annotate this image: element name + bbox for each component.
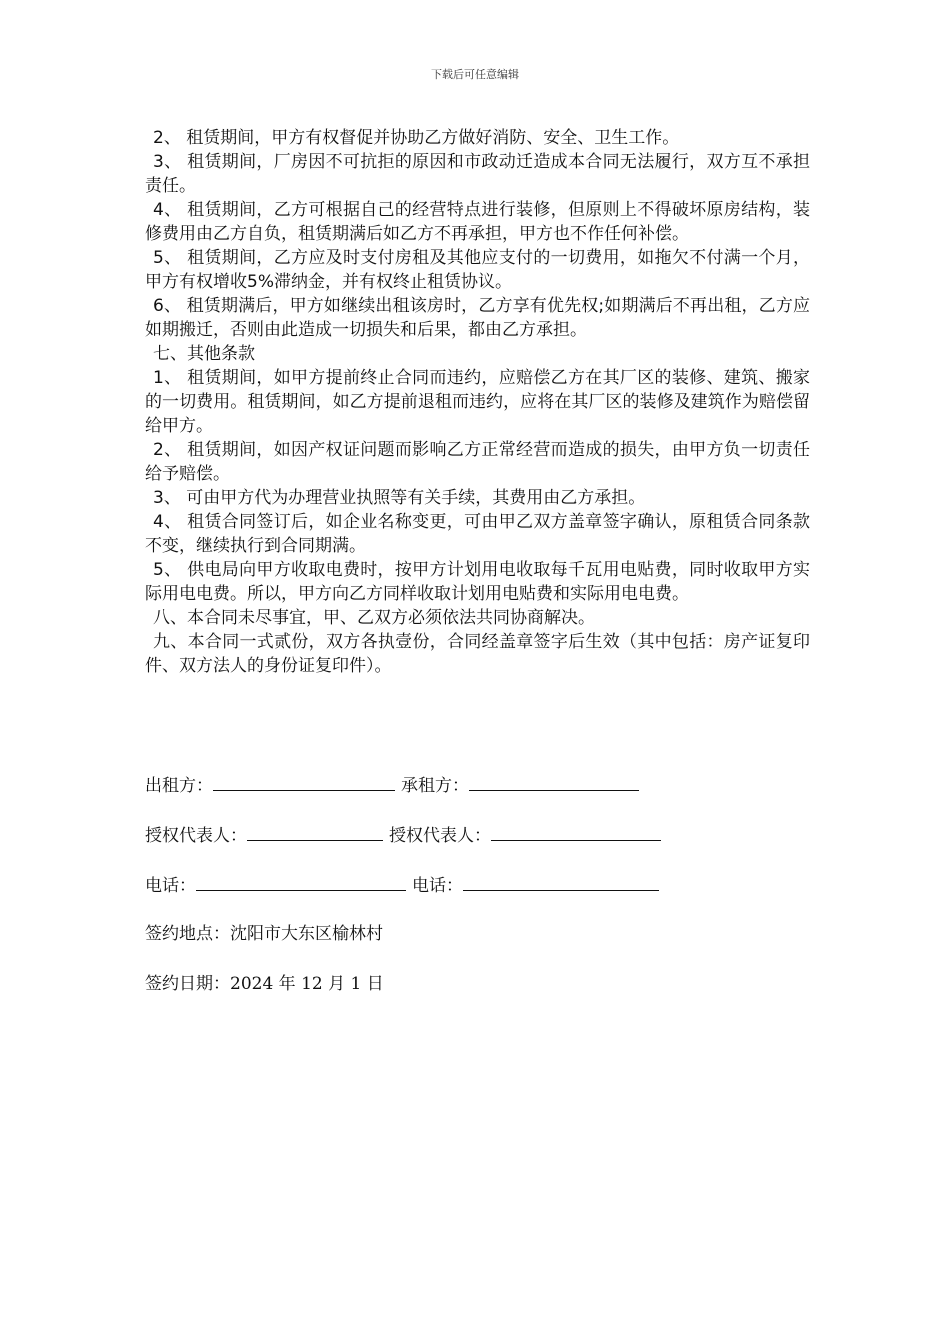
signing-date: 签约日期：2024 年 12 月 1 日: [145, 974, 384, 994]
section-9: 九、本合同一式贰份，双方各执壹份，合同经盖章签字后生效（其中包括：房产证复印件、双方法人的身份证复印件）。: [145, 632, 810, 676]
signature-block: [145, 770, 810, 1020]
rep1-blank: [247, 820, 383, 841]
rep2-label: 授权代表人：: [389, 826, 491, 846]
contract-body: [145, 126, 810, 678]
phone1-blank: [196, 870, 406, 891]
lessor-blank: [213, 770, 395, 791]
representative-row: [145, 820, 810, 870]
phone2-blank: [463, 870, 659, 891]
clause-6-2: 2、 租赁期间，甲方有权督促并协助乙方做好消防、安全、卫生工作。: [153, 128, 680, 148]
clause-7-2: 2、 租赁期间，如因产权证问题而影响乙方正常经营而造成的损失，由甲方负一切责任给予赔偿。: [145, 440, 810, 484]
section-8: 八、本合同未尽事宜，甲、乙双方必须依法共同协商解决。: [153, 608, 595, 628]
rep1-label: 授权代表人：: [145, 826, 247, 846]
signing-place: 签约地点：沈阳市大东区榆林村: [145, 924, 383, 944]
clause-7-4: 4、 租赁合同签订后，如企业名称变更，可由甲乙双方盖章签字确认，原租赁合同条款不变，继续执行到合同期满。: [145, 512, 810, 556]
lessee-blank: [469, 770, 639, 791]
page-header-note: 下载后可任意编辑: [431, 68, 519, 81]
party-row: [145, 770, 810, 820]
section-7-heading: 七、其他条款: [153, 344, 255, 364]
phone1-label: 电话：: [145, 876, 196, 896]
clause-6-6: 6、 租赁期满后，甲方如继续出租该房时，乙方享有优先权;如期满后不再出租，乙方应如期搬迁，否则由此造成一切损失和后果，都由乙方承担。: [145, 296, 810, 340]
clause-6-4: 4、 租赁期间，乙方可根据自己的经营特点进行装修，但原则上不得破坏原房结构，装修费用由乙方自负，租赁期满后如乙方不再承担，甲方也不作任何补偿。: [145, 200, 810, 244]
rep2-blank: [491, 820, 661, 841]
lessor-label: 出租方：: [145, 776, 213, 796]
phone-row: [145, 870, 810, 920]
clause-6-3: 3、 租赁期间，厂房因不可抗拒的原因和市政动迁造成本合同无法履行，双方互不承担责任。: [145, 152, 810, 196]
clause-7-3: 3、 可由甲方代为办理营业执照等有关手续，其费用由乙方承担。: [153, 488, 646, 508]
clause-7-5: 5、 供电局向甲方收取电费时，按甲方计划用电收取每千瓦用电贴费，同时收取甲方实际用电电费。所以，甲方向乙方同样收取计划用电贴费和实际用电电费。: [145, 560, 810, 604]
clause-6-5: 5、 租赁期间，乙方应及时支付房租及其他应支付的一切费用，如拖欠不付满一个月，甲方有权增收5%滞纳金，并有权终止租赁协议。: [145, 248, 810, 292]
clause-7-1: 1、 租赁期间，如甲方提前终止合同而违约，应赔偿乙方在其厂区的装修、建筑、搬家的一切费用。租赁期间，如乙方提前退租而违约，应将在其厂区的装修及建筑作为赔偿留给甲方。: [145, 368, 810, 436]
phone2-label: 电话：: [412, 876, 463, 896]
lessee-label: 承租方：: [401, 776, 469, 796]
